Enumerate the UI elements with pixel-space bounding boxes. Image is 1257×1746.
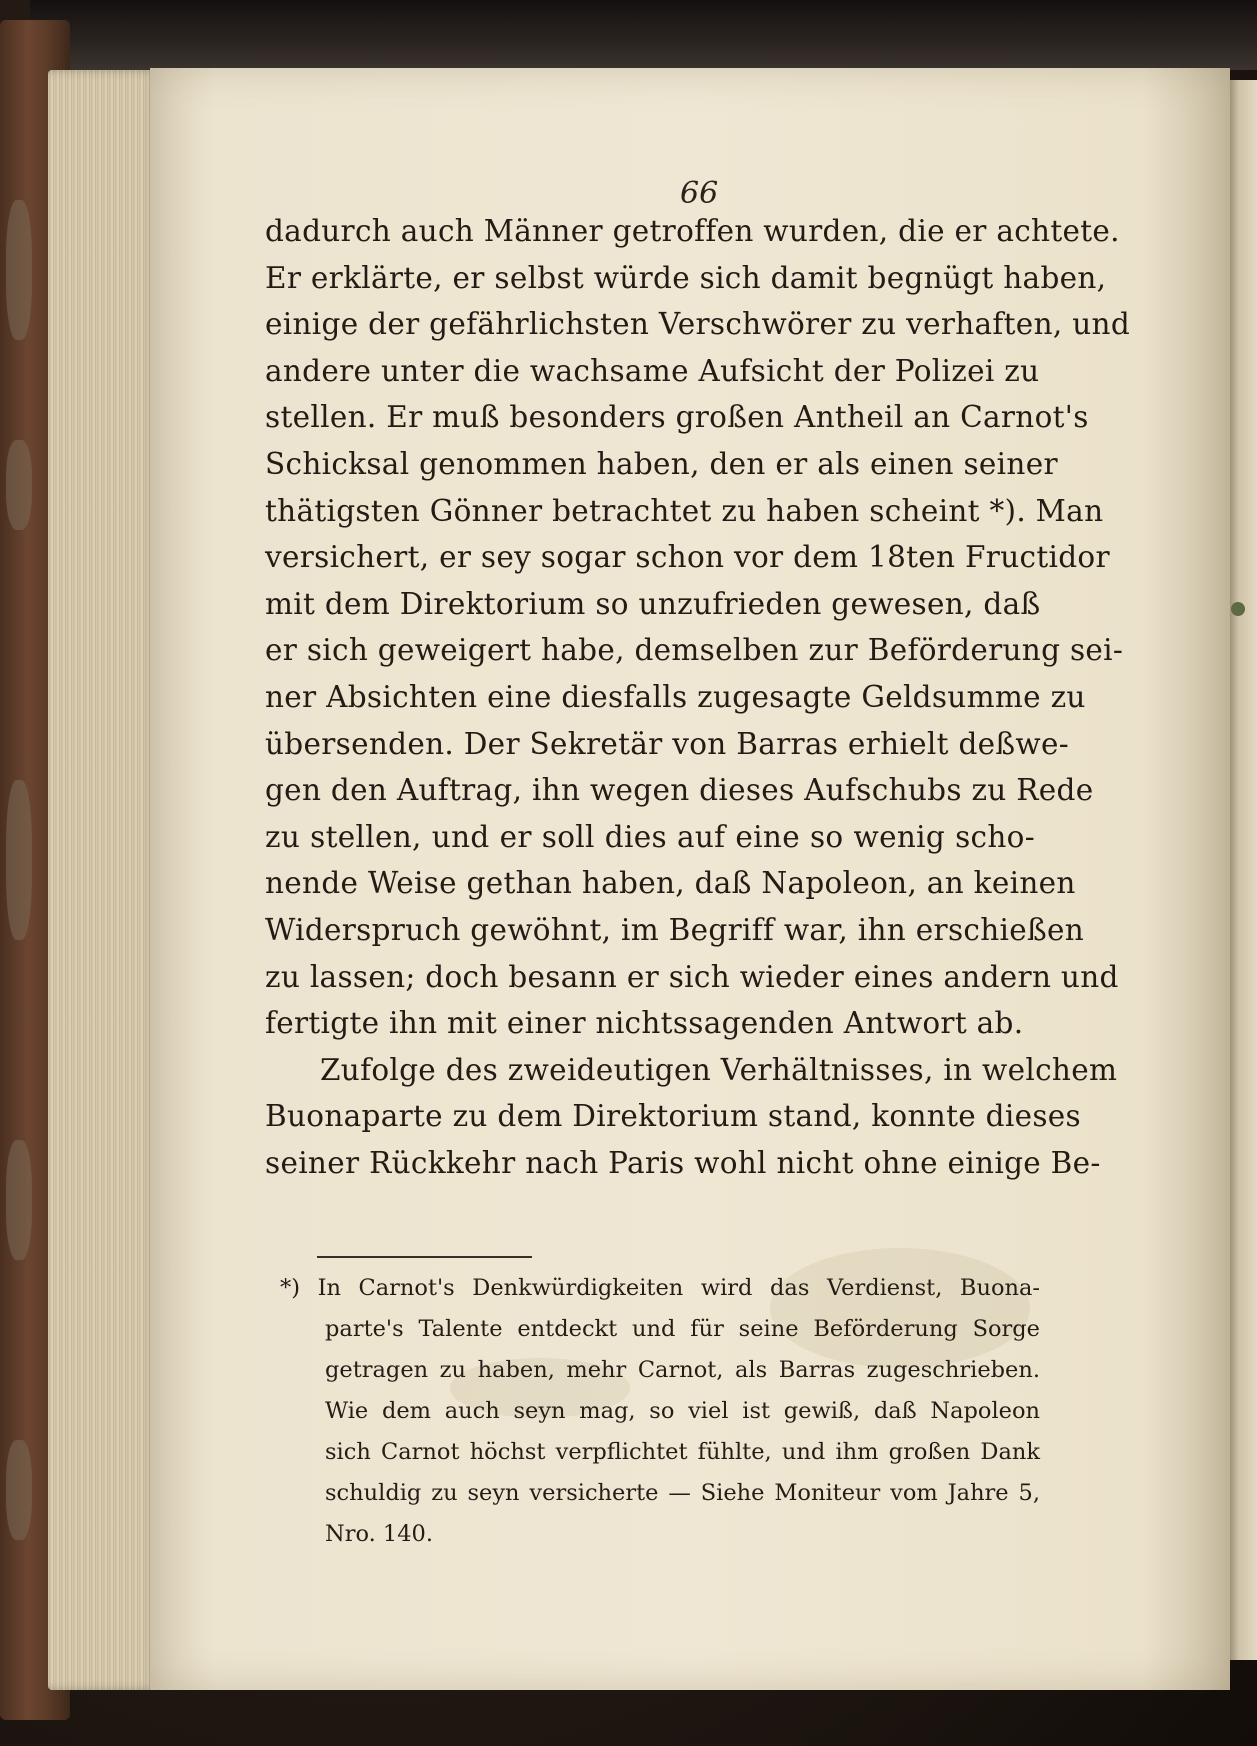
footnote-line: *) In Carnot's Denkwürdigkeiten wird das Verdienst, Buona-: [280, 1275, 1040, 1301]
footnote: [280, 1268, 1040, 1555]
body-line: versichert, er sey sogar schon vor dem 18ten Fructidor: [265, 540, 1110, 575]
body-line: Er erklärte, er selbst würde sich damit begnügt haben,: [265, 260, 1107, 295]
footnote-line: getragen zu haben, mehr Carnot, als Barras zugeschrieben.: [325, 1357, 1040, 1383]
book-page: [150, 68, 1230, 1690]
cover-mottle: [6, 780, 32, 940]
body-text: [265, 208, 1130, 1186]
body-line: thätigsten Gönner betrachtet zu haben scheint *). Man: [265, 493, 1104, 528]
body-line: Widerspruch gewöhnt, im Begriff war, ihn erschießen: [265, 912, 1085, 947]
footnote-line: Nro. 140.: [325, 1521, 433, 1547]
body-line: dadurch auch Männer getroffen wurden, die er achtete.: [265, 214, 1120, 248]
footnote-line: sich Carnot höchst verpflichtet fühlte, und ihm großen Dank: [325, 1439, 1040, 1465]
speck: [1231, 602, 1245, 616]
page-number: 66: [680, 176, 719, 211]
book-top-board: [30, 0, 1257, 70]
body-line: andere unter die wachsame Aufsicht der Polizei zu: [265, 353, 1040, 388]
body-line: stellen. Er muß besonders großen Antheil an Carnot's: [265, 400, 1089, 435]
body-line: nende Weise gethan haben, daß Napoleon, an keinen: [265, 866, 1076, 901]
page-edges: [48, 70, 158, 1690]
footnote-line: parte's Talente entdeckt und für seine Beförderung Sorge: [325, 1316, 1040, 1342]
footnote-rule: [317, 1256, 532, 1258]
body-line: Schicksal genommen haben, den er als einen seiner: [265, 446, 1058, 481]
body-line: fertigte ihn mit einer nichtssagenden Antwort ab.: [265, 1006, 1024, 1041]
body-line: mit dem Direktorium so unzufrieden gewesen, daß: [265, 586, 1041, 621]
body-line: Buonaparte zu dem Direktorium stand, konnte dieses: [265, 1099, 1081, 1134]
body-line: einige der gefährlichsten Verschwörer zu verhaften, und: [265, 307, 1130, 342]
body-line: zu lassen; doch besann er sich wieder eines andern und: [265, 959, 1119, 994]
body-line: ner Absichten eine diesfalls zugesagte Geldsumme zu: [265, 679, 1086, 714]
body-line: gen den Auftrag, ihn wegen dieses Aufschubs zu Rede: [265, 773, 1094, 808]
cover-mottle: [6, 440, 32, 530]
cover-mottle: [6, 1440, 32, 1540]
body-line: er sich geweigert habe, demselben zur Beförderung sei-: [265, 633, 1124, 668]
body-line: übersenden. Der Sekretär von Barras erhielt deßwe-: [265, 726, 1069, 761]
body-line: zu stellen, und er soll dies auf eine so wenig scho-: [265, 819, 1035, 854]
body-line: Zufolge des zweideutigen Verhältnisses, in welchem: [320, 1052, 1118, 1087]
footnote-line: Wie dem auch seyn mag, so viel ist gewiß, daß Napoleon: [325, 1398, 1040, 1424]
cover-mottle: [6, 1140, 32, 1260]
footnote-line: schuldig zu seyn versicherte — Siehe Moniteur vom Jahre 5,: [325, 1480, 1040, 1506]
cover-mottle: [6, 200, 32, 340]
body-line: seiner Rückkehr nach Paris wohl nicht ohne einige Be-: [265, 1145, 1101, 1180]
facing-page-edge: [1227, 80, 1257, 1660]
